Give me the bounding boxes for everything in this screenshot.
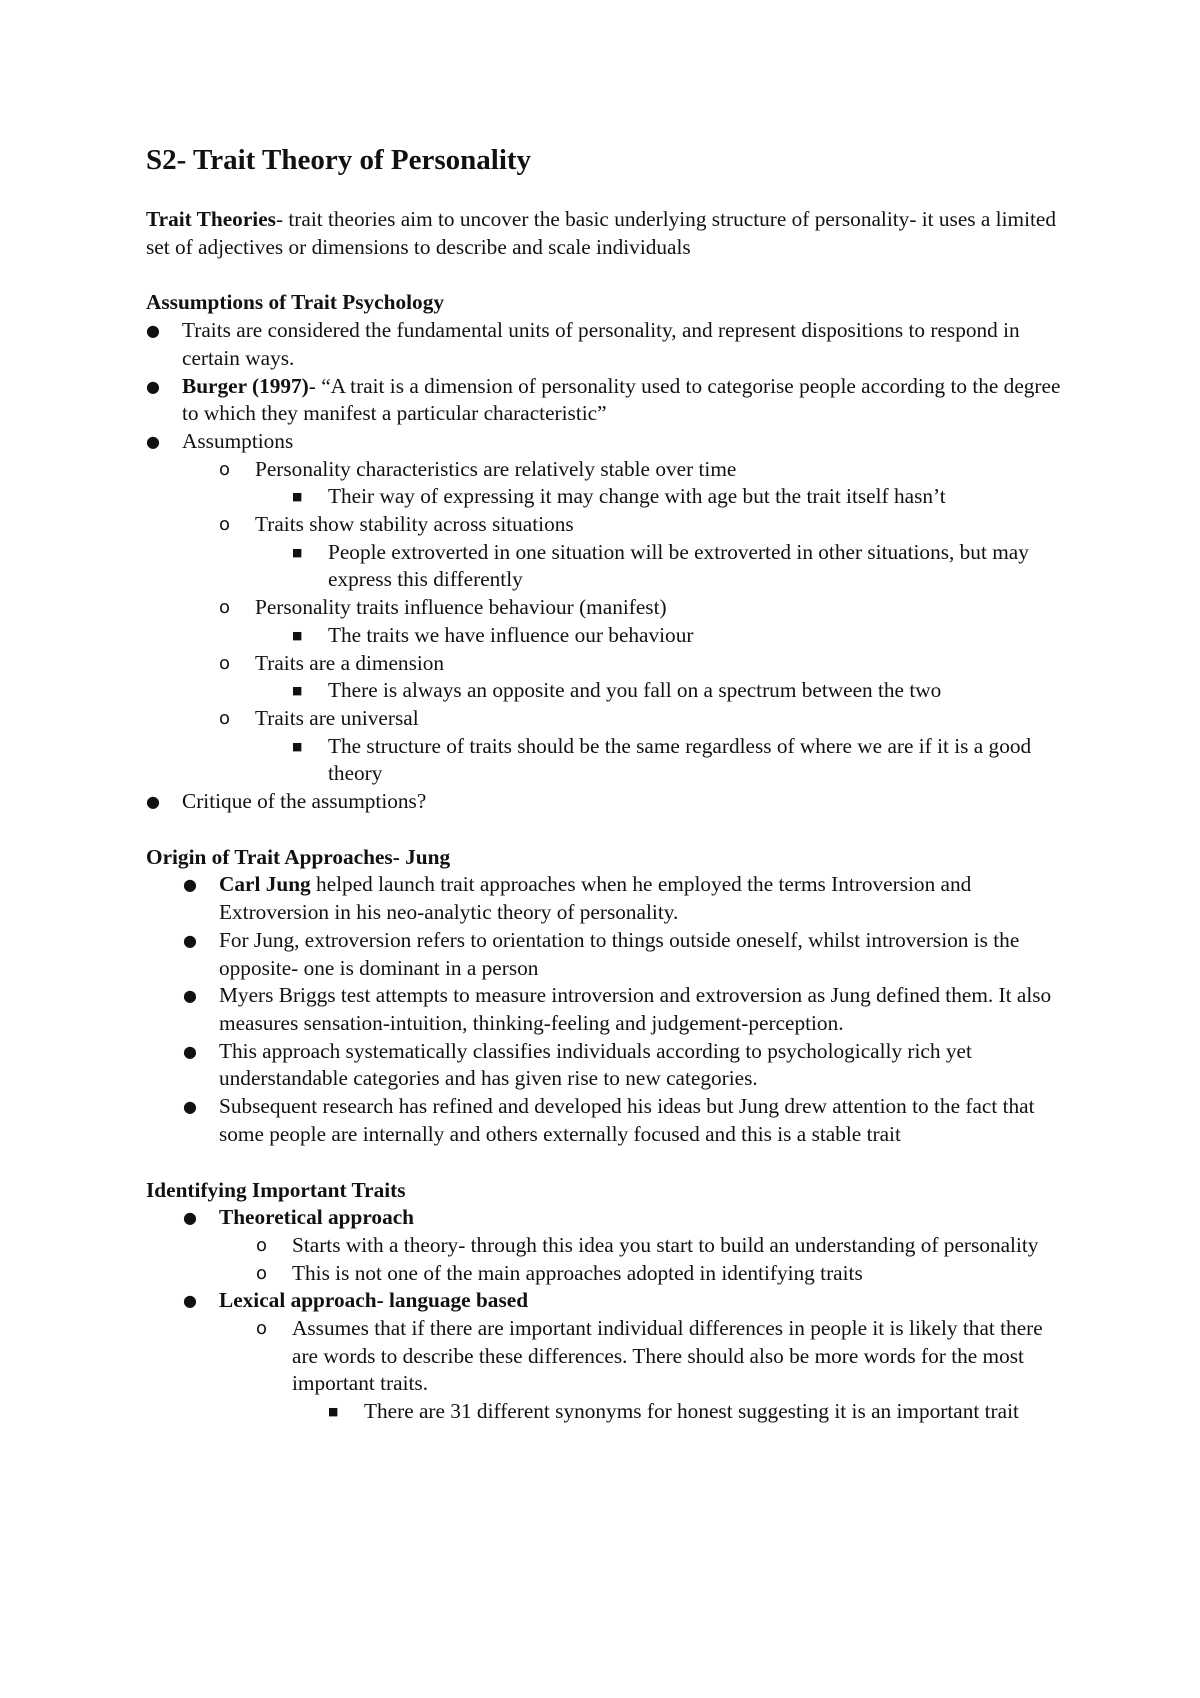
square-bullet-icon: ■ bbox=[292, 628, 303, 642]
list-item: o Personality traits influence behaviour (manifest) bbox=[146, 594, 1066, 622]
bullet-icon: ● bbox=[183, 1097, 197, 1117]
page-title: S2- Trait Theory of Personality bbox=[146, 144, 532, 176]
list-item: ● This approach systematically classifies individuals according to psychologically rich yet understandable categories and has given rise to new categories. bbox=[183, 1038, 972, 1091]
bullet-icon: ● bbox=[183, 930, 197, 950]
list-item: ● Lexical approach- language based bbox=[146, 1287, 1066, 1315]
list-item: ● Assumptions bbox=[146, 428, 1066, 456]
circle-bullet-icon: o bbox=[256, 1318, 268, 1340]
document-body bbox=[146, 140, 1066, 1426]
bullet-icon: ● bbox=[183, 875, 197, 895]
list-item: ■ There are 31 different synonyms for honest suggesting it is an important trait bbox=[146, 1398, 1066, 1426]
list-item: o Assumes that if there are important individual differences in people it is likely that there are words to describe these differences. There should also be more words for the most important traits. bbox=[256, 1316, 1043, 1396]
list-item: ● Critique of the assumptions? bbox=[146, 788, 1066, 816]
list-item: o Personality characteristics are relatively stable over time bbox=[146, 456, 1066, 484]
list-item: o This is not one of the main approaches adopted in identifying traits bbox=[146, 1260, 1066, 1288]
bullet-icon: ● bbox=[146, 376, 160, 396]
circle-bullet-icon: o bbox=[256, 1262, 268, 1284]
circle-bullet-icon: o bbox=[219, 514, 231, 536]
list-item: ■ Their way of expressing it may change with age but the trait itself hasn’t bbox=[146, 483, 1066, 511]
list-item: o Starts with a theory- through this idea you start to build an understanding of personality bbox=[146, 1232, 1066, 1260]
identifying-heading: Identifying Important Traits bbox=[146, 1177, 406, 1202]
list-item: ■ There is always an opposite and you fall on a spectrum between the two bbox=[146, 677, 1066, 705]
bullet-icon: ● bbox=[183, 1208, 197, 1228]
square-bullet-icon: ■ bbox=[292, 684, 303, 698]
list-item: ■ People extroverted in one situation will be extroverted in other situations, but may express this differently bbox=[292, 539, 1029, 592]
circle-bullet-icon: o bbox=[219, 652, 231, 674]
list-item: ● Burger (1997)- “A trait is a dimension of personality used to categorise people according to the degree to which they manifest a particular characteristic” bbox=[146, 373, 1061, 426]
list-item: ● Theoretical approach bbox=[146, 1204, 1066, 1232]
assumptions-heading: Assumptions of Trait Psychology bbox=[146, 290, 444, 315]
list-item: ● For Jung, extroversion refers to orientation to things outside oneself, whilst introversion is the opposite- one is dominant in a person bbox=[183, 927, 1020, 980]
square-bullet-icon: ■ bbox=[292, 739, 303, 753]
list-item: o Traits are a dimension bbox=[146, 650, 1066, 678]
jung-heading: Origin of Trait Approaches- Jung bbox=[146, 844, 451, 869]
bullet-icon: ● bbox=[146, 792, 160, 812]
circle-bullet-icon: o bbox=[219, 597, 231, 619]
intro-term: Trait Theories bbox=[146, 207, 276, 231]
list-item: ● Myers Briggs test attempts to measure introversion and extroversion as Jung defined them. It also measures sensation-intuition, thinking-feeling and judgement-perception. bbox=[183, 983, 1052, 1035]
list-item: ● Carl Jung helped launch trait approaches when he employed the terms Introversion and Extroversion in his neo-analytic theory of personality. bbox=[183, 872, 972, 925]
list-item: o Traits show stability across situations bbox=[146, 511, 1066, 539]
list-item: ■ The traits we have influence our behaviour bbox=[146, 622, 1066, 650]
square-bullet-icon: ■ bbox=[292, 545, 303, 559]
list-item: o Traits are universal bbox=[146, 705, 1066, 733]
intro-text: - trait theories aim to uncover the basic underlying structure of personality- it uses a limited set of adjectives or dimensions to describe and scale individuals bbox=[146, 207, 1057, 259]
list-item: ● Traits are considered the fundamental units of personality, and represent dispositions to respond in certain ways. bbox=[146, 318, 1020, 370]
bullet-icon: ● bbox=[183, 1291, 197, 1311]
square-bullet-icon: ■ bbox=[328, 1405, 339, 1419]
circle-bullet-icon: o bbox=[256, 1234, 268, 1256]
square-bullet-icon: ■ bbox=[292, 490, 303, 504]
list-item: ● Subsequent research has refined and developed his ideas but Jung drew attention to the fact that some people are internally and others externally focused and this is a stable trait bbox=[183, 1094, 1035, 1146]
bullet-icon: ● bbox=[146, 321, 160, 341]
bullet-icon: ● bbox=[183, 1041, 197, 1061]
circle-bullet-icon: o bbox=[219, 458, 231, 480]
list-item: ■ The structure of traits should be the same regardless of where we are if it is a good theory bbox=[292, 733, 1032, 786]
bullet-icon: ● bbox=[146, 431, 160, 451]
circle-bullet-icon: o bbox=[219, 707, 231, 729]
intro-paragraph bbox=[146, 206, 1066, 261]
bullet-icon: ● bbox=[183, 986, 197, 1006]
